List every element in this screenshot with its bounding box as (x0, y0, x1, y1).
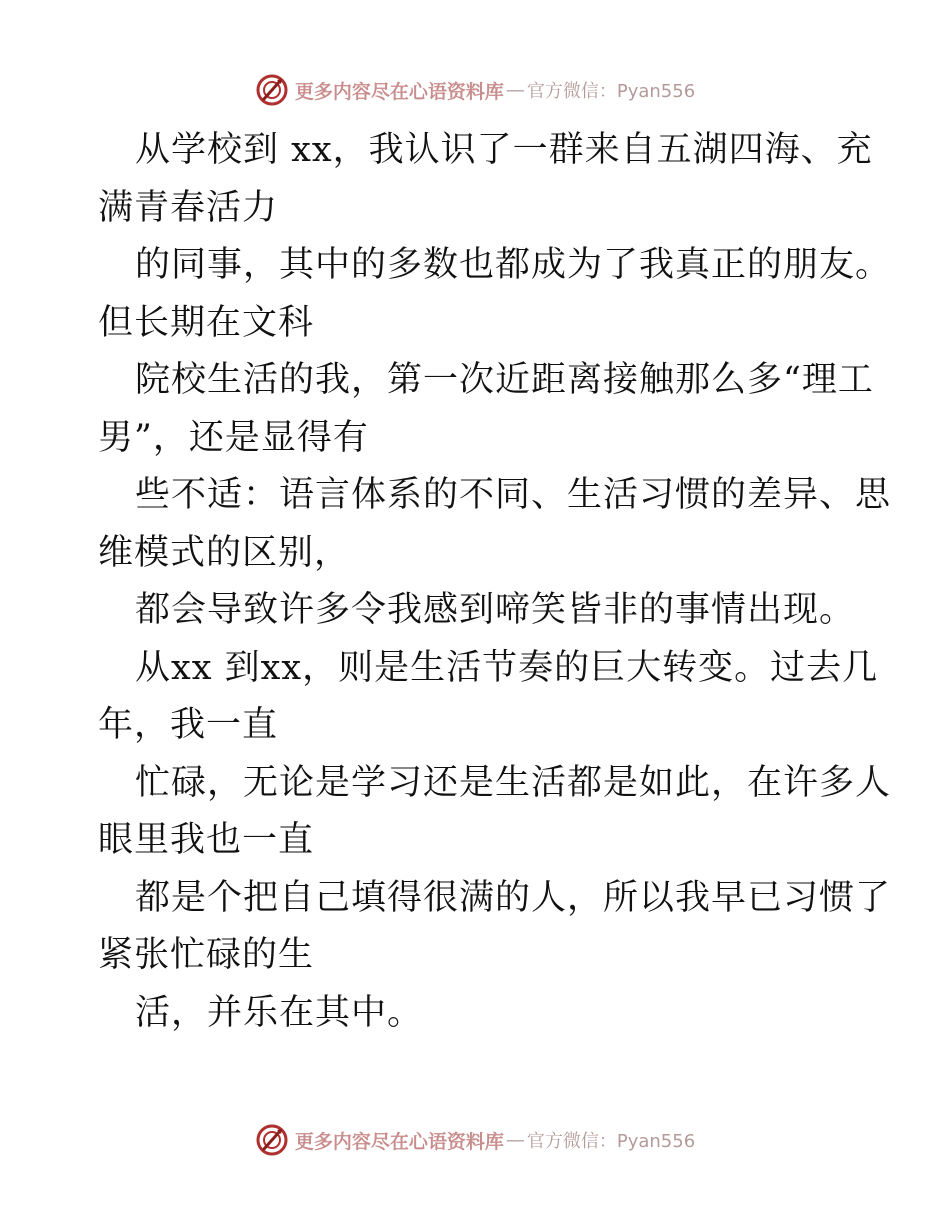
seal-logo-icon (255, 1123, 289, 1157)
text-line-10: 从xx 到xx，则是生活节奏的巨大转变。过去几 (135, 647, 879, 688)
seal-logo-icon (255, 73, 289, 107)
text-line-13: 眼里我也一直 (98, 820, 315, 860)
text-line-15: 紧张忙碌的生 (98, 935, 315, 975)
text-line-5: 院校生活的我，第一次近距离接触那么多“理工 (135, 360, 874, 400)
document-body (98, 122, 892, 1042)
text-line-7: 些不适：语言体系的不同、生活习惯的差异、思 (135, 475, 892, 515)
text-line-12: 忙碌，无论是学习还是生活都是如此，在许多人 (135, 762, 892, 803)
text-line-8: 维模式的区别， (98, 532, 351, 573)
footer-banner-main: 更多内容尽在心语资料库 (294, 1130, 504, 1153)
text-line-6: 男”，还是显得有 (98, 417, 369, 458)
text-line-14: 都是个把自己填得很满的人，所以我早已习惯了 (135, 877, 892, 918)
text-line-4: 但长期在文科 (98, 302, 315, 343)
header-banner (0, 70, 950, 110)
header-banner-main: 更多内容尽在心语资料库 (294, 80, 504, 103)
text-line-16: 活，并乐在其中。 (135, 992, 424, 1033)
text-line-3: 的同事，其中的多数也都成为了我真正的朋友。 (135, 245, 892, 285)
header-banner-sub: 官方微信：Pyan556 (526, 81, 696, 102)
footer-banner-separator: — (505, 1129, 525, 1151)
header-banner-separator: — (505, 79, 525, 101)
footer-banner-sub: 官方微信：Pyan556 (526, 1131, 696, 1152)
text-line-9: 都会导致许多令我感到啼笑皆非的事情出现。 (135, 590, 856, 630)
text-line-2: 满青春活力 (98, 187, 279, 228)
text-line-1: 从学校到 xx，我认识了一群来自五湖四海、充 (135, 130, 873, 170)
footer-banner (0, 1120, 950, 1160)
text-line-11: 年，我一直 (98, 705, 279, 745)
